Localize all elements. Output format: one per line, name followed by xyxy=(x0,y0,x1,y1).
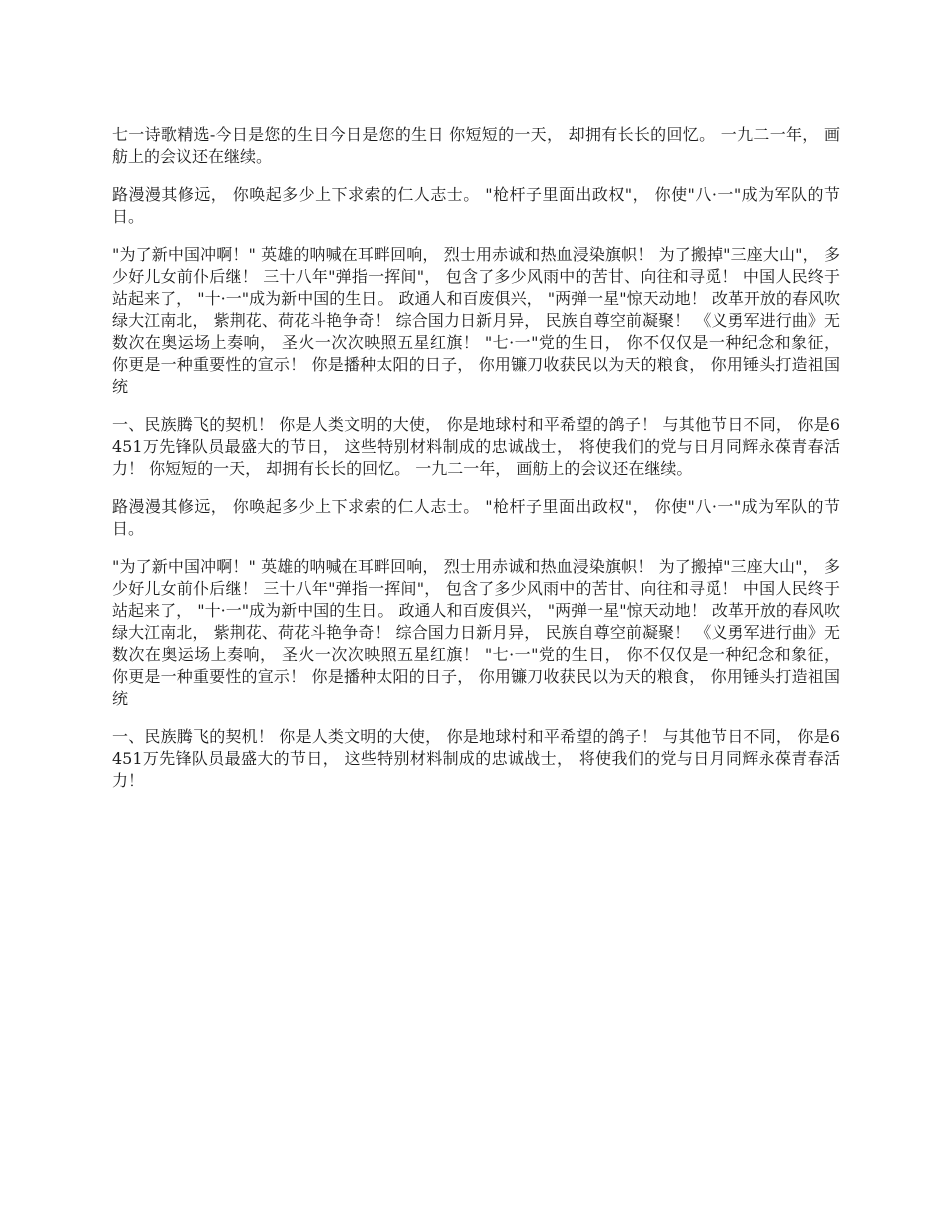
paragraph-4: 一、民族腾飞的契机！ 你是人类文明的大使， 你是地球村和平希望的鸽子！ 与其他节日不同， 你是6451万先锋队员最盛大的节日， 这些特别材料制成的忠诚战士， 将使我们的党与日月同辉永葆青春活力！ 你短短的一天， 却拥有长长的回忆。 一九二一年， 画舫上的会议还在继续。 xyxy=(112,415,840,478)
paragraph-5: 路漫漫其修远， 你唤起多少上下求索的仁人志士。 "枪杆子里面出政权"， 你使"八·一"成为军队的节日。 xyxy=(112,497,840,538)
paragraph-6: "为了新中国冲啊！" 英雄的呐喊在耳畔回响， 烈士用赤诚和热血浸染旗帜！ 为了搬掉"三座大山"， 多少好儿女前仆后继！ 三十八年"弹指一挥间"， 包含了多少风雨中的苦甘、向往和寻觅！ 中国人民终于站起来了， "十·一"成为新中国的生日。 政通人和百废俱兴， "两弹一星"惊天动地！ 改革开放的春风吹绿大江南北， 紫荆花、荷花斗艳争奇！ 综合国力日新月异， 民族自尊空前凝聚！ 《义勇军进行曲》无数次在奥运场上奏响， 圣火一次次映照五星红旗！ "七·一"党的生日， 你不仅仅是一种纪念和象征， 你更是一种重要性的宣示！ 你是播种太阳的日子， 你用镰刀收获民以为天的粮食， 你用锤头打造祖国统 xyxy=(112,557,840,708)
paragraph-3: "为了新中国冲啊！" 英雄的呐喊在耳畔回响， 烈士用赤诚和热血浸染旗帜！ 为了搬掉"三座大山"， 多少好儿女前仆后继！ 三十八年"弹指一挥间"， 包含了多少风雨中的苦甘、向往和寻觅！ 中国人民终于站起来了， "十·一"成为新中国的生日。 政通人和百废俱兴， "两弹一星"惊天动地！ 改革开放的春风吹绿大江南北， 紫荆花、荷花斗艳争奇！ 综合国力日新月异， 民族自尊空前凝聚！ 《义勇军进行曲》无数次在奥运场上奏响， 圣火一次次映照五星红旗！ "七·一"党的生日， 你不仅仅是一种纪念和象征， 你更是一种重要性的宣示！ 你是播种太阳的日子， 你用镰刀收获民以为天的粮食， 你用锤头打造祖国统 xyxy=(112,245,840,396)
paragraph-2: 路漫漫其修远， 你唤起多少上下求索的仁人志士。 "枪杆子里面出政权"， 你使"八·一"成为军队的节日。 xyxy=(112,185,840,226)
document-body xyxy=(112,124,840,808)
paragraph-7: 一、民族腾飞的契机！ 你是人类文明的大使， 你是地球村和平希望的鸽子！ 与其他节日不同， 你是6451万先锋队员最盛大的节日， 这些特别材料制成的忠诚战士， 将使我们的党与日月同辉永葆青春活力！ xyxy=(112,727,840,790)
paragraph-1: 七一诗歌精选-今日是您的生日今日是您的生日 你短短的一天， 却拥有长长的回忆。 一九二一年， 画舫上的会议还在继续。 xyxy=(112,125,840,166)
